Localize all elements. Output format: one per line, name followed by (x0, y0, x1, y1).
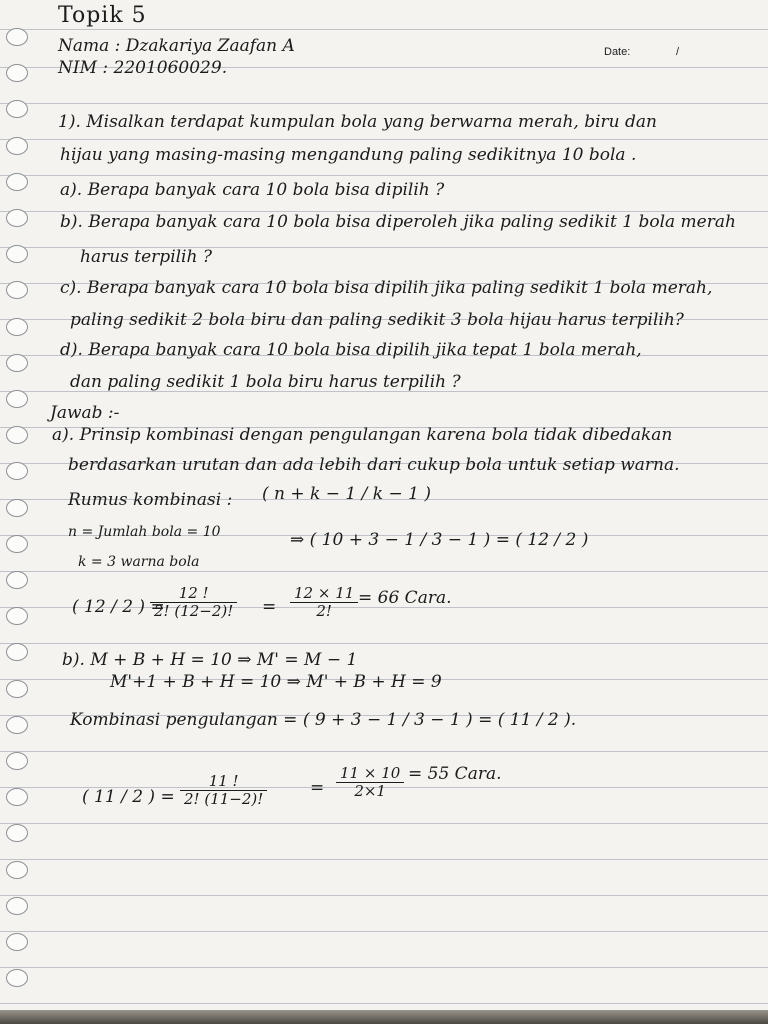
binder-hole (6, 354, 28, 372)
binder-hole (6, 499, 28, 517)
question-b-line-1: b). Berapa banyak cara 10 bola bisa diperoleh jika paling sedikit 1 bola merah (60, 212, 736, 232)
binder-hole (6, 571, 28, 589)
binder-hole (6, 643, 28, 661)
question-c-line-2: paling sedikit 2 bola biru dan paling sedikit 3 bola hijau harus terpilih? (70, 310, 684, 330)
binder-hole (6, 426, 28, 444)
answer-b-line-2: M'+1 + B + H = 10 ⇒ M' + B + H = 9 (110, 672, 442, 692)
calc-b-numerator: 11 ! (180, 773, 267, 791)
question-d-line-2: dan paling sedikit 1 bola biru harus terpilih ? (70, 372, 461, 392)
calc-b-denominator: 2! (11−2)! (184, 790, 264, 808)
binder-hole (6, 281, 28, 299)
binder-hole (6, 28, 28, 46)
binder-hole (6, 318, 28, 336)
question-c-line-1: c). Berapa banyak cara 10 bola bisa dipilih jika paling sedikit 1 bola merah, (60, 278, 713, 298)
calc-a-numerator: 12 ! (150, 585, 237, 603)
binder-hole (6, 535, 28, 553)
page-title: Topik 5 (58, 3, 147, 28)
formula-label: Rumus kombinasi : (68, 490, 233, 510)
calc-a-denominator: 2! (12−2)! (154, 602, 234, 620)
binder-hole (6, 607, 28, 625)
question-d-line-1: d). Berapa banyak cara 10 bola bisa dipilih jika tepat 1 bola merah, (60, 340, 642, 360)
binder-hole (6, 462, 28, 480)
binder-hole (6, 209, 28, 227)
calc-b-mid-denominator: 2×1 (354, 782, 386, 800)
binder-hole (6, 390, 28, 408)
question-a: a). Berapa banyak cara 10 bola bisa dipilih ? (60, 180, 445, 200)
binder-hole (6, 933, 28, 951)
calc-b-lhs: ( 11 / 2 ) = (82, 787, 175, 807)
date-slash: / (676, 46, 680, 58)
binder-hole (6, 969, 28, 987)
calc-a-mid-fraction (290, 585, 358, 620)
date-label: Date: (604, 46, 631, 58)
binder-hole (6, 173, 28, 191)
question-b-line-2: harus terpilih ? (80, 247, 212, 267)
question-1-line-2: hijau yang masing-masing mengandung paling sedikitnya 10 bola . (60, 145, 637, 165)
equals-sign-a: = (262, 597, 277, 617)
calc-a-result: = 66 Cara. (358, 588, 452, 608)
binder-hole (6, 245, 28, 263)
calc-a-mid-denominator: 2! (316, 602, 332, 620)
calc-a-mid-numerator: 12 × 11 (290, 585, 358, 603)
answer-a-line-1: a). Prinsip kombinasi dengan pengulangan karena bola tidak dibedakan (52, 425, 673, 445)
formula-binomial: ( n + k − 1 / k − 1 ) (262, 484, 431, 504)
page-shadow-edge (0, 1010, 768, 1024)
calc-a-lhs: ( 12 / 2 ) = (72, 597, 165, 617)
student-name: Nama : Dzakariya Zaafan A (58, 36, 295, 56)
calc-b-fraction (180, 773, 267, 808)
binder-hole (6, 752, 28, 770)
binder-holes (4, 28, 34, 978)
binder-hole (6, 861, 28, 879)
n-definition: n = Jumlah bola = 10 (68, 524, 221, 540)
calc-a-fraction (150, 585, 237, 620)
k-definition: k = 3 warna bola (78, 554, 200, 570)
binder-hole (6, 897, 28, 915)
student-nim: NIM : 2201060029. (58, 58, 228, 78)
calc-b-result: = 55 Cara. (408, 764, 502, 784)
equals-sign-b: = (310, 778, 325, 798)
binder-hole (6, 680, 28, 698)
binder-hole (6, 100, 28, 118)
substitution: ⇒ ( 10 + 3 − 1 / 3 − 1 ) = ( 12 / 2 ) (290, 530, 589, 550)
calc-b-mid-numerator: 11 × 10 (336, 765, 404, 783)
binder-hole (6, 788, 28, 806)
binder-hole (6, 137, 28, 155)
answer-heading: Jawab :- (50, 403, 120, 423)
combination-repetition: Kombinasi pengulangan = ( 9 + 3 − 1 / 3 − 1 ) = ( 11 / 2 ). (70, 710, 577, 730)
binder-hole (6, 716, 28, 734)
question-1-line-1: 1). Misalkan terdapat kumpulan bola yang berwarna merah, biru dan (58, 112, 658, 132)
binder-hole (6, 64, 28, 82)
binder-hole (6, 824, 28, 842)
answer-a-line-2: berdasarkan urutan dan ada lebih dari cukup bola untuk setiap warna. (68, 455, 680, 475)
answer-b-line-1: b). M + B + H = 10 ⇒ M' = M − 1 (62, 650, 358, 670)
calc-b-mid-fraction (336, 765, 404, 800)
